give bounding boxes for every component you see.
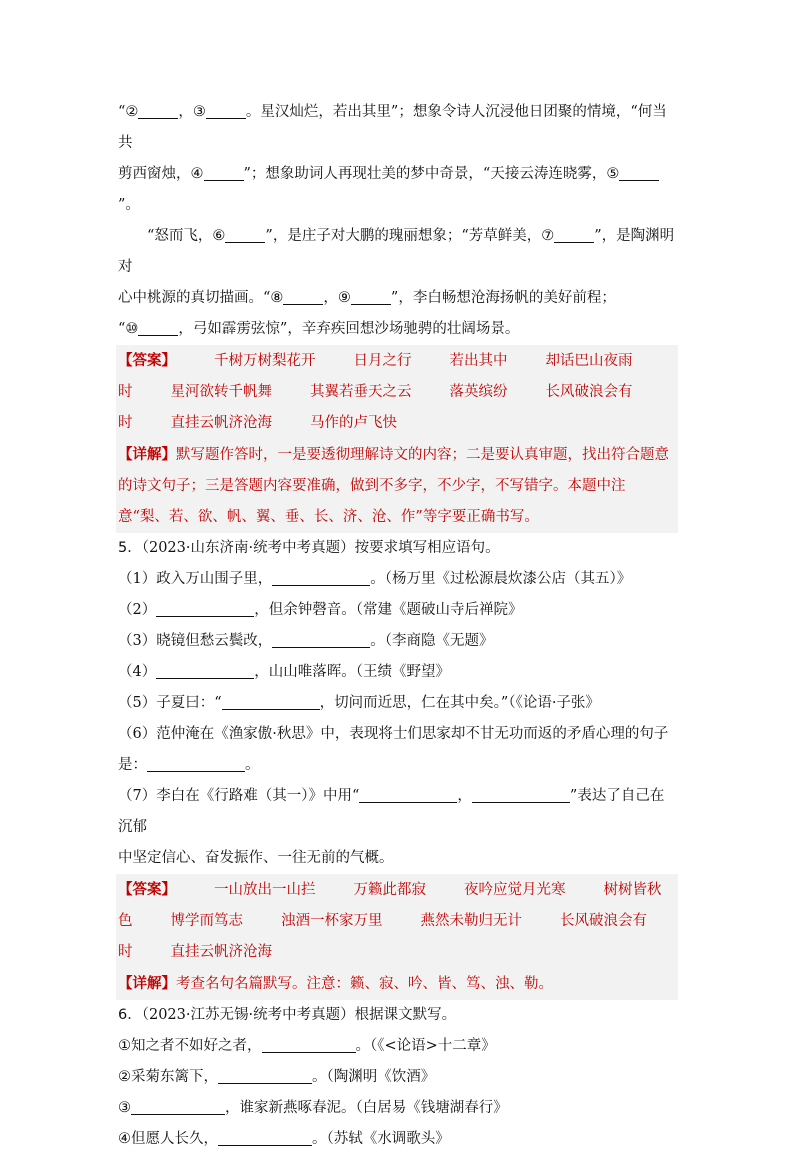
answer-item: 燕然未勒归无计 <box>420 913 522 929</box>
q5-item-5: （5）子夏曰：“ ，切问而近思，仁在其中矣。”（《论语·子张》 <box>118 695 600 711</box>
detail-text: 考查名句名篇默写。注意：籁、寂、吟、皆、笃、浊、勒。 <box>176 976 553 992</box>
q5-item-2: （2） ，但余钟磬音。（常建《题破山寺后禅院》 <box>118 602 523 618</box>
fill-blank <box>147 755 245 772</box>
q6-item-3: ③ ，谁家新燕啄春泥。（白居易《钱塘湖春行》 <box>118 1100 508 1116</box>
answer-item: 博学而笃志 <box>170 913 243 929</box>
answer-item: 树树皆秋色 <box>118 882 662 929</box>
blank-number: ⑥ <box>212 228 226 244</box>
fill-blank <box>218 1129 312 1146</box>
answer-item: 长风破浪会有时 <box>118 913 647 960</box>
answer-box-q4 <box>116 345 678 533</box>
fill-blank <box>138 102 178 119</box>
answer-item: 夜吟应觉月光寒 <box>464 882 566 898</box>
question-source: （2023·山东济南·统考中考真题） <box>141 540 355 556</box>
blank-number: ⑦ <box>541 228 555 244</box>
q4-line-4: 心中桃源的真切描画。“⑧ ，⑨ ”，李白畅想沧海扬帆的美好前程； <box>118 290 616 306</box>
document-content <box>118 97 676 1155</box>
answer-item: 直挂云帆济沧海 <box>170 944 272 960</box>
answer-q4 <box>118 345 676 439</box>
q4-line-3: “怒而飞，⑥ ”，是庄子对大鹏的瑰丽想象；“芳草鲜美，⑦ ”，是陶渊明对 <box>118 228 675 275</box>
answer-label: 【答案】 <box>118 352 176 369</box>
q6-item-2: ②采菊东篱下， 。（陶渊明《饮酒》 <box>118 1069 436 1085</box>
detail-label: 【详解】 <box>118 975 176 992</box>
answer-item: 一山放出一山拦 <box>214 882 316 898</box>
blank-number: ⑨ <box>337 290 351 306</box>
answer-item: 却话巴山夜雨时 <box>118 353 633 400</box>
q5-item-1: （1）政入万山围子里， 。（杨万里《过松源晨炊漆公店（其五）》 <box>118 571 632 587</box>
fill-blank <box>283 288 323 305</box>
answer-item: 万籁此都寂 <box>353 882 426 898</box>
q6-heading <box>118 1000 676 1031</box>
question-prompt: 根据课文默写。 <box>354 1007 457 1023</box>
fill-blank <box>131 1098 225 1115</box>
fill-blank <box>204 164 244 181</box>
answer-item: 直挂云帆济沧海 <box>170 415 272 431</box>
answer-item: 落英缤纷 <box>449 384 508 400</box>
fill-blank <box>218 1067 312 1084</box>
blank-number: ⑩ <box>125 321 139 337</box>
fill-blank <box>138 319 178 336</box>
question-source: （2023·江苏无锡·统考中考真题） <box>141 1007 355 1023</box>
answer-item: 长风破浪会有时 <box>118 384 633 431</box>
answer-item: 日月之行 <box>353 353 412 369</box>
q4-line-1: “② ，③ 。星汉灿烂，若出其里”；想象令诗人沉浸他日团聚的情境，“何当共 <box>118 104 667 151</box>
detail-q4 <box>118 439 676 533</box>
blank-number: ⑤ <box>606 166 620 182</box>
q5-heading <box>118 533 676 564</box>
q6-item-4: ④但愿人长久， 。（苏轼《水调歌头》 <box>118 1131 450 1147</box>
fill-blank <box>156 600 254 617</box>
answer-item: 千树万树梨花开 <box>214 353 316 369</box>
fill-blank <box>472 786 570 803</box>
answer-item: 星河欲转千帆舞 <box>170 384 272 400</box>
answer-item: 其翼若垂天之云 <box>310 384 412 400</box>
fill-blank <box>222 693 320 710</box>
q5-item-6: （6）范仲淹在《渔家傲·秋思》中，表现将士们思家却不甘无功而返的矛盾心理的句子 是： 。 <box>118 726 669 773</box>
detail-text: 默写题作答时，一是要透彻理解诗文的内容；二是要认真审题，找出符合题意的诗文句子；三是答题内容要准确，做到不多字，不少字，不写错字。本题中注意“梨、若、欲、帆、翼、垂、长、济、沧、作”等字要正确书写。 <box>118 447 669 525</box>
fill-blank <box>262 1036 356 1053</box>
q5-item-3: （3）晓镜但愁云鬓改， 。（李商隐《无题》 <box>118 633 494 649</box>
question-number: 5． <box>118 540 142 556</box>
q4-line-5: “⑩ ，弓如霹雳弦惊”，辛弃疾回想沙场驰骋的壮阔场景。 <box>118 321 520 337</box>
question-prompt: 按要求填写相应语句。 <box>354 540 500 556</box>
answer-item: 若出其中 <box>449 353 508 369</box>
question-number: 6． <box>118 1007 142 1023</box>
blank-number: ③ <box>192 104 206 120</box>
q4-line-2: 剪西窗烛，④ ”；想象助词人再现壮美的梦中奇景，“天接云涛连晓雾，⑤”。 <box>118 159 676 221</box>
fill-blank <box>272 569 370 586</box>
blank-number: ④ <box>190 166 204 182</box>
answer-box-q5 <box>116 874 678 1000</box>
fill-blank <box>206 102 246 119</box>
answer-label: 【答案】 <box>118 881 176 898</box>
fill-blank <box>619 164 659 181</box>
detail-q5 <box>118 968 676 1000</box>
detail-label: 【详解】 <box>118 446 176 463</box>
fill-blank <box>156 662 254 679</box>
fill-blank <box>554 226 594 243</box>
answer-item: 浊酒一杯家万里 <box>281 913 383 929</box>
fill-blank <box>225 226 265 243</box>
fill-blank <box>272 631 370 648</box>
answer-item: 马作的卢飞快 <box>310 415 397 431</box>
fill-blank <box>359 786 457 803</box>
q5-item-7: （7）李白在《行路难（其一）》中用“ ， ”表达了自己在沉郁 中坚定信心、奋发振作、一往无前的气概。 <box>118 788 665 866</box>
answer-q5 <box>118 874 676 968</box>
q5-item-4: （4） ，山山唯落晖。（王绩《野望》 <box>118 664 450 680</box>
blank-number: ⑧ <box>270 290 284 306</box>
blank-number: ② <box>125 104 139 120</box>
fill-blank <box>351 288 391 305</box>
q6-item-1: ①知之者不如好之者， 。（《<论语>十二章》 <box>118 1038 496 1054</box>
